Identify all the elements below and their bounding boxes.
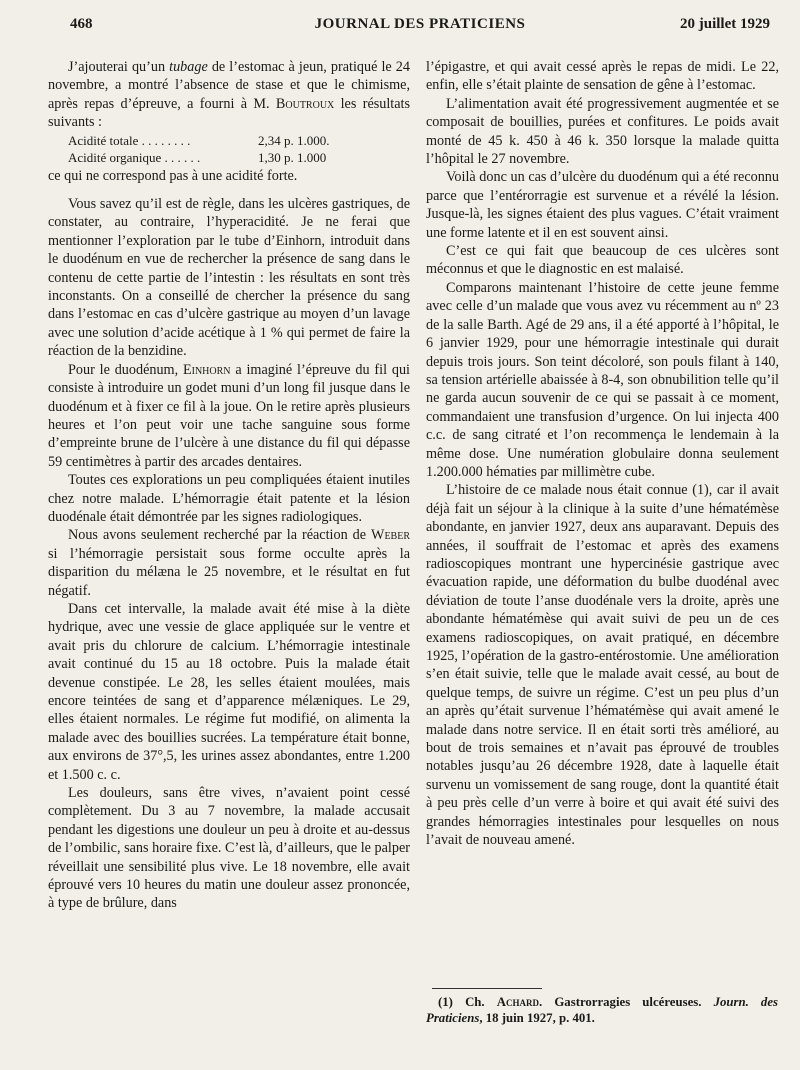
left-column [48,58,410,913]
paragraph: Toutes ces explorations un peu compliquées étaient inutiles chez notre malade. L’hémorragie était patente et la lésion duodénale était démontrée par les signes radiologiques. [48,472,410,525]
paragraph: Pour le duodénum, Einhorn a imaginé l’épreuve du fil qui consiste à introduire un godet muni d’un long fil jusque dans le duodénum et à fixer ce fil à la joue. On le retire après plusieurs heures et l’on peut voir une tache sanguine sous forme d’empreinte brune de l’ulcère à une distance du fil qui dépasse 59 centimètres à partir des arcades dentaires. [48,361,410,470]
right-column [426,58,779,849]
paragraph: L’alimentation avait été progressivement augmentée et se composait de bouillies, purées et confitures. Le poids avait monté de 45 k. 450 à 46 k. 350 lorsque la malade quitta l’hôpital le 27 novembre. [426,95,779,168]
running-header [70,16,770,38]
acidity-row: Acidité totale . . . . . . . . 2,34 p. 1.000. [68,132,330,148]
paragraph: l’épigastre, et qui avait cessé après le repas de midi. Le 22, enfin, elle s’était plainte de sensation de gêne à l’estomac. [426,59,779,94]
paragraph: Nous avons seulement recherché par la réaction de Weber si l’hémorragie persistait sous forme occulte après la disparition du mélæna le 25 novembre, et le résultat en fut négatif. [48,527,410,599]
issue-date: 20 juillet 1929 [680,16,770,32]
acidity-row: Acidité organique . . . . . . 1,30 p. 1.000 [68,150,327,166]
footnote-rule [432,988,542,989]
paragraph: C’est ce qui fait que beaucoup de ces ulcères sont méconnus et que le diagnostic en est malaisé. [426,243,779,278]
page-number: 468 [70,16,93,32]
paragraph: ce qui ne correspond pas à une acidité forte. [48,167,298,184]
paragraph: J’ajouterai qu’un tubage de l’estomac à jeun, pratiqué le 24 novembre, a montré l’absence de stase et que le chimisme, après repas d’épreuve, a fourni à M. Boutroux les résultats suivants : [48,59,410,131]
acidity-results [68,132,410,167]
paragraph: L’histoire de ce malade nous était connue (1), car il avait déjà fait un séjour à la clinique à la suite d’une hématémèse abondante, en janvier 1927, deux ans auparavant. Depuis des années, il souffrait de l’estomac et après des examens radioscopiques montrant une hypercinésie gastrique avec évacuation rapide, une déformation du bulbe duodénal avec déviation de toute l’anse duodénale vers la droite, après une abondante hématémèse qui avait suivi de peu un de ces examens radioscopiques, on avait pratiqué, en décembre 1925, l’opération de la gastro-entérostomie. Une amélioration s’en était suivie, telle que le malade avait cessé, au bout de quelque temps, de suivre un régime. C’est un peu plus d’un an après qu’était survenue l’hématémèse qui avait amené le malade dans notre service. Il en était sorti très amélioré, au bout de trois semaines et n’avait pas éprouvé de troubles notables jusqu’au 26 décembre 1928, date à laquelle était survenu un vomissement de sang rouge, dont la quantité était à peu près celle d’un verre à boire et qui avait été suivi des grandes hémorragies intestinales pour lesquelles on nous l’avait de nouveau amené. [426,482,779,849]
journal-title: JOURNAL DES PRATICIENS [314,16,526,32]
paragraph: Dans cet intervalle, la malade avait été mise à la diète hydrique, avec une vessie de glace appliquée sur le ventre et avait pris du chlorure de calcium. L’hémorragie intestinale avait continué du 15 au 18 octobre. Puis la malade était devenue constipée. Le 28, les selles étaient moulées, mais encore teintées de sang et d’apparence mélæniques. Le 29, elles étaient normales. Le régime fut modifié, on alimenta la malade avec des bouillies sucrées. La température était bonne, aux environs de 37°,5, les urines assez abondantes, entre 1.200 et 1.500 c. c. [48,600,410,783]
footnote: (1) Ch. Achard. Gastrorragies ulcéreuses. Journ. des Praticiens, 18 juin 1927, p. 401. [426,995,778,1025]
paragraph: Vous savez qu’il est de règle, dans les ulcères gastriques, de constater, au contraire, l’hyperacidité. Je ne ferai que mentionner l’exploration par le tube d’Einhorn, introduit dans le duodénum en vue de rechercher la présence de sang dans le contenu de cette partie de l’intestin : les résultats en sont très inconstants. On a conseillé de chercher la présence du sang dans l’estomac en cas d’ulcère gastrique au moyen d’un lavage avec une solution d’acide acétique à 1 % qui permet de faire la réaction de la benzidine. [48,196,410,360]
paragraph: Comparons maintenant l’histoire de cette jeune femme avec celle d’un malade que vous avez vu récemment au nº 23 de la salle Barth. Agé de 29 ans, il a été apporté à l’hôpital, le 6 janvier 1929, pour une hémorragie intestinale qui durait depuis trois jours. Son teint décoloré, son pouls filant à 140, sa tension artérielle abaissée à 8-4, son obnubilition telle qu’il ne garda aucun souvenir de ce qui se passait à ce moment, commandaient une transfusion d’urgence. On lui injecta 400 c.c. de sang citraté et l’on recommença le lendemain à la même dose. Une numération globulaire donna seulement 1.200.000 hématies par millimètre cube. [426,279,779,480]
paragraph: Voilà donc un cas d’ulcère du duodénum qui a été reconnu parce que l’entérorragie est survenue et a révélé la lésion. Jusque-là, les signes étaient des plus vagues. C’était vraiment une forme latente et il en est souvent ainsi. [426,169,779,241]
paragraph: Les douleurs, sans être vives, n’avaient point cessé complètement. Du 3 au 7 novembre, la malade accusait pendant les digestions une douleur un peu à droite et au-dessus de l’ombilic, sans horaire fixe. C’est là, d’ailleurs, que le palper réveillait une sensibilité plus vive. Le 18 novembre, elle avait éprouvé vers 10 heures du matin une douleur assez prononcée, à type de brûlure, dans [48,785,410,912]
